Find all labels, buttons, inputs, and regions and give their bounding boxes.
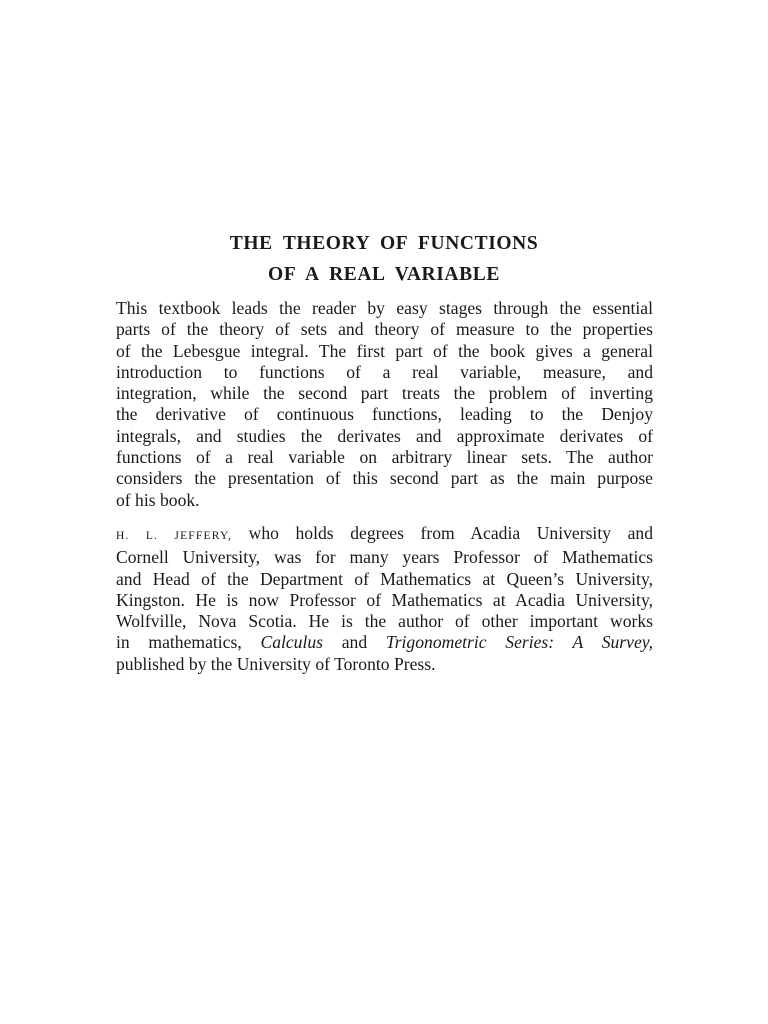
author-bio-line-1-text: who holds degrees from Acadia University and [232,523,653,543]
description-line: integration, while the second part treats the problem of inverting [116,383,653,404]
author-bio-line: and Head of the Department of Mathematics at Queen’s University, [116,568,653,589]
description-line: of the Lebesgue integral. The first part of the book gives a general [116,340,653,361]
book-title [0,228,768,290]
book-title-line-2: OF A REAL VARIABLE [268,264,500,285]
author-bio-line: Wolfville, Nova Scotia. He is the author of other important works [116,611,653,632]
book-title-line-1: THE THEORY OF FUNCTIONS [229,233,539,254]
author-name: H. L. JEFFERY, [116,530,233,542]
book-title-calculus: Calculus [260,632,324,653]
book-description-paragraph [116,298,653,511]
description-line: of his book. [116,489,200,510]
author-bio-line [116,523,653,547]
description-line: the derivative of continuous functions, leading to the Denjoy [116,404,653,425]
author-biography-paragraph [116,523,653,675]
description-line: considers the presentation of this second part as the main purpose [116,468,653,489]
author-bio-line-6-pre: in mathematics, [116,632,261,653]
description-line: This textbook leads the reader by easy stages through the essential [116,298,653,318]
description-line: parts of the theory of sets and theory of measure to the properties [116,319,653,340]
book-title-trigonometric-series: Trigonometric Series: A Survey, [385,632,653,653]
description-line: introduction to functions of a real variable, measure, and [116,361,653,382]
author-bio-line [116,632,653,653]
author-bio-line-6-mid: and [323,632,386,653]
description-line: integrals, and studies the derivates and approximate derivates of [116,425,653,446]
author-bio-line: published by the University of Toronto Press. [116,653,436,674]
author-bio-line: Cornell University, was for many years Professor of Mathematics [116,547,653,568]
description-line: functions of a real variable on arbitrary linear sets. The author [116,447,653,468]
author-bio-line: Kingston. He is now Professor of Mathematics at Acadia University, [116,589,653,610]
